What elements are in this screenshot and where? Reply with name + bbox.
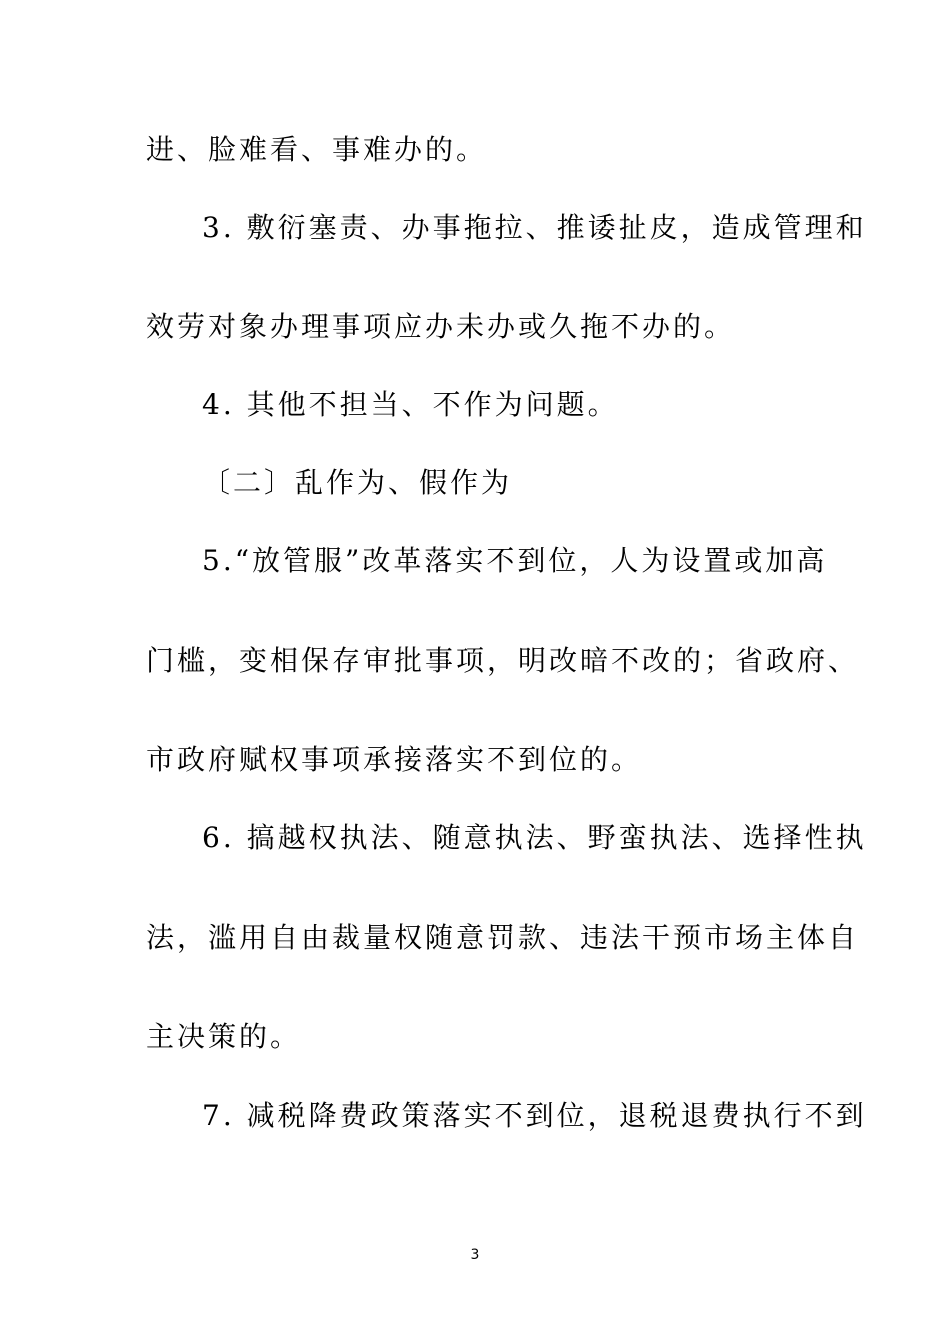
list-item-7-line: 7. 减税降费政策落实不到位，退税退费执行不到 — [202, 1099, 867, 1132]
body-text-line: 法，滥用自由裁量权随意罚款、违法干预市场主体自 — [146, 921, 860, 954]
list-item-6-line: 6. 搞越权执法、随意执法、野蛮执法、选择性执 — [202, 821, 867, 854]
body-text-line: 主决策的。 — [146, 1020, 302, 1053]
list-item-3-line: 3. 敷衍塞责、办事拖拉、推诿扯皮，造成管理和 — [202, 211, 867, 244]
body-text-line: 市政府赋权事项承接落实不到位的。 — [146, 743, 643, 776]
body-text-line: 门槛，变相保存审批事项，明改暗不改的；省政府、 — [146, 644, 860, 677]
body-text-line: 进、脸难看、事难办的。 — [146, 133, 488, 166]
list-item-4-line: 4. 其他不担当、不作为问题。 — [202, 388, 619, 421]
page-number: 3 — [470, 1247, 480, 1263]
section-heading: 〔二〕乱作为、假作为 — [202, 466, 513, 499]
list-item-5-line: 5.“放管服”改革落实不到位，人为设置或加高 — [202, 544, 828, 577]
body-text-line: 效劳对象办理事项应办未办或久拖不办的。 — [146, 310, 736, 343]
